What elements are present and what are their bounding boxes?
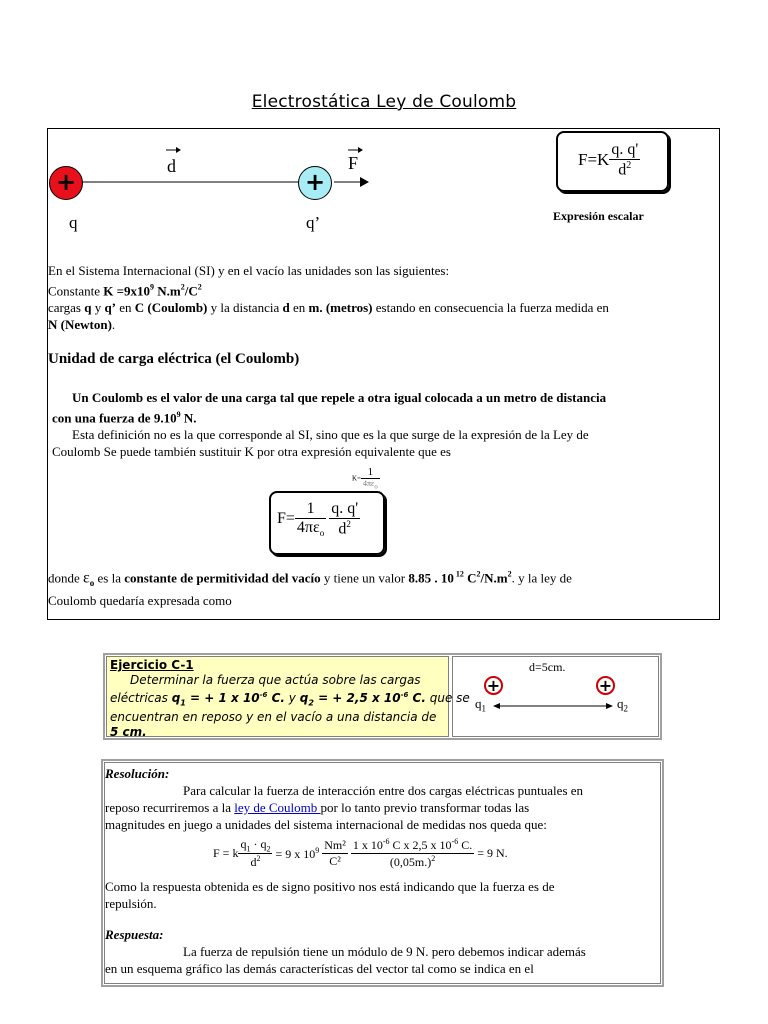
si-line-3: cargas q y q’ en C (Coulomb) y la distancia d en m. (metros) estando en consecuencia la fuerza medida en	[48, 300, 609, 316]
charge-q1-icon: +	[484, 676, 503, 695]
q1-label: $q_1$	[475, 696, 486, 714]
charge-q2-icon: +	[298, 166, 332, 200]
vector-d-arrowhead	[176, 147, 181, 153]
vector-F-label: F	[348, 153, 359, 173]
q2-label: q’	[306, 213, 321, 232]
formula2-num1: 1	[306, 500, 315, 518]
body-line-1: Esta definición no es la que corresponde al SI, sino que es la que surge de la expresión de la Ley de	[72, 427, 589, 443]
q2-label: $q_2$	[617, 696, 628, 714]
permittivity-paragraph: donde $\varepsilon_o$ es la constante de permitividad del vacío y tiene un valor 8.85 . 10 $^{12}$ $C^2/N.m^2$. y la ley de Coulomb quedaría expresada como	[48, 569, 572, 608]
formula-den-exp: 2	[626, 160, 632, 171]
page-title: Electrostática Ley de Coulomb	[251, 92, 517, 112]
def-line-2: con una fuerza de 9.10$^9$ N.	[52, 410, 197, 426]
charges-diagram	[48, 140, 388, 240]
si-line-1: En el Sistema Internacional (SI) y en el vacío las unidades son las siguientes:	[48, 263, 450, 278]
force-arrowhead	[360, 177, 369, 187]
q-label: q	[69, 213, 78, 232]
formula-den: d	[618, 161, 627, 179]
distance-arrow	[493, 701, 613, 711]
charge-q-icon: +	[49, 166, 83, 200]
small-formula: K= $\frac{1}{4\pi\varepsilon_o}$	[352, 466, 378, 491]
si-line-4: N (Newton).	[48, 317, 116, 333]
formula-scalar-box	[556, 131, 669, 192]
answer-heading: Respuesta:	[105, 927, 164, 942]
formula2-num2: q. q'	[331, 500, 359, 517]
exercise-title: Ejercicio C-1	[110, 658, 194, 672]
formula-lhs: F=K	[578, 150, 610, 170]
si-line-2: Constante $K =9x10^9$ $N.m^2/C^2$	[48, 283, 202, 299]
body-line-2: Coulomb Se puede también sustituir K por otra expresión equivalente que es	[52, 444, 451, 460]
formula-permittivity-box: F= $\frac{1}{4\pi\varepsilon_o}$ $\frac{q. q'}{d^2}$	[269, 491, 385, 555]
coulomb-definition	[52, 389, 719, 460]
resolution-heading: Resolución:	[105, 766, 170, 781]
charge-q2-icon: +	[596, 676, 615, 695]
si-units-paragraph	[48, 262, 720, 333]
vector-d-label: d	[167, 156, 176, 176]
resolution-content: Resolución: Para calcular la fuerza de interacción entre dos cargas eléctricas puntuales en reposo recurriremos a la ley de Coulomb por lo tanto previo transformar todas las magnitudes en juego a unidades del sistema internacional de medidas nos queda que: F = k $\frac{q_1 \cdot q_2}{d^2}$ = 9 x $10^9$ $\frac{\text{Nm²}}{\text{C²}}$ $\frac{1 x 10^{-6} C x 2,5 x 10^{-6} C.}{(0,05m.)^2}$ = 9 N. Como la respuesta obtenida es de signo positivo nos está indicando que la fuerza es de repulsión. Respuesta: La fuerza de repulsión tiene un módulo de 9 N. pero debemos indicar además en un esquema gráfico las demás características del vector tal como se indica en el	[104, 762, 661, 984]
def-line-1: Un Coulomb es el valor de una carga tal que repele a otra igual colocada a un metro de distancia	[72, 390, 607, 405]
formula2-lhs: F=	[277, 510, 295, 528]
ley-de-coulomb-link[interactable]: ley de Coulomb	[234, 800, 321, 815]
exercise-statement: Ejercicio C-1 Determinar la fuerza que actúa sobre las cargas eléctricas $q_1$ = + 1 x $10^{-6}$ C. y $q_2$ = + 2,5 x $10^{-6}$ C. que se encuentran en reposo y en el vacío a una distancia de 5 cm.	[106, 656, 449, 737]
formula-num: q. q'	[611, 141, 639, 158]
section-heading: Unidad de carga eléctrica (el Coulomb)	[48, 351, 300, 367]
formula-caption: Expresión escalar	[553, 209, 644, 223]
distance-label: d=5cm.	[529, 660, 566, 674]
exercise-diagram	[452, 656, 659, 737]
vector-F-arrowhead	[358, 147, 363, 153]
coulomb-equation: F = k $\frac{q_1 \cdot q_2}{d^2}$ = 9 x $10^9$ $\frac{\text{Nm²}}{\text{C²}}$ $\frac{1 x 10^{-6} C x 2,5 x 10^{-6} C.}{(0,05m.)^2}$ = 9 N.	[213, 837, 508, 870]
